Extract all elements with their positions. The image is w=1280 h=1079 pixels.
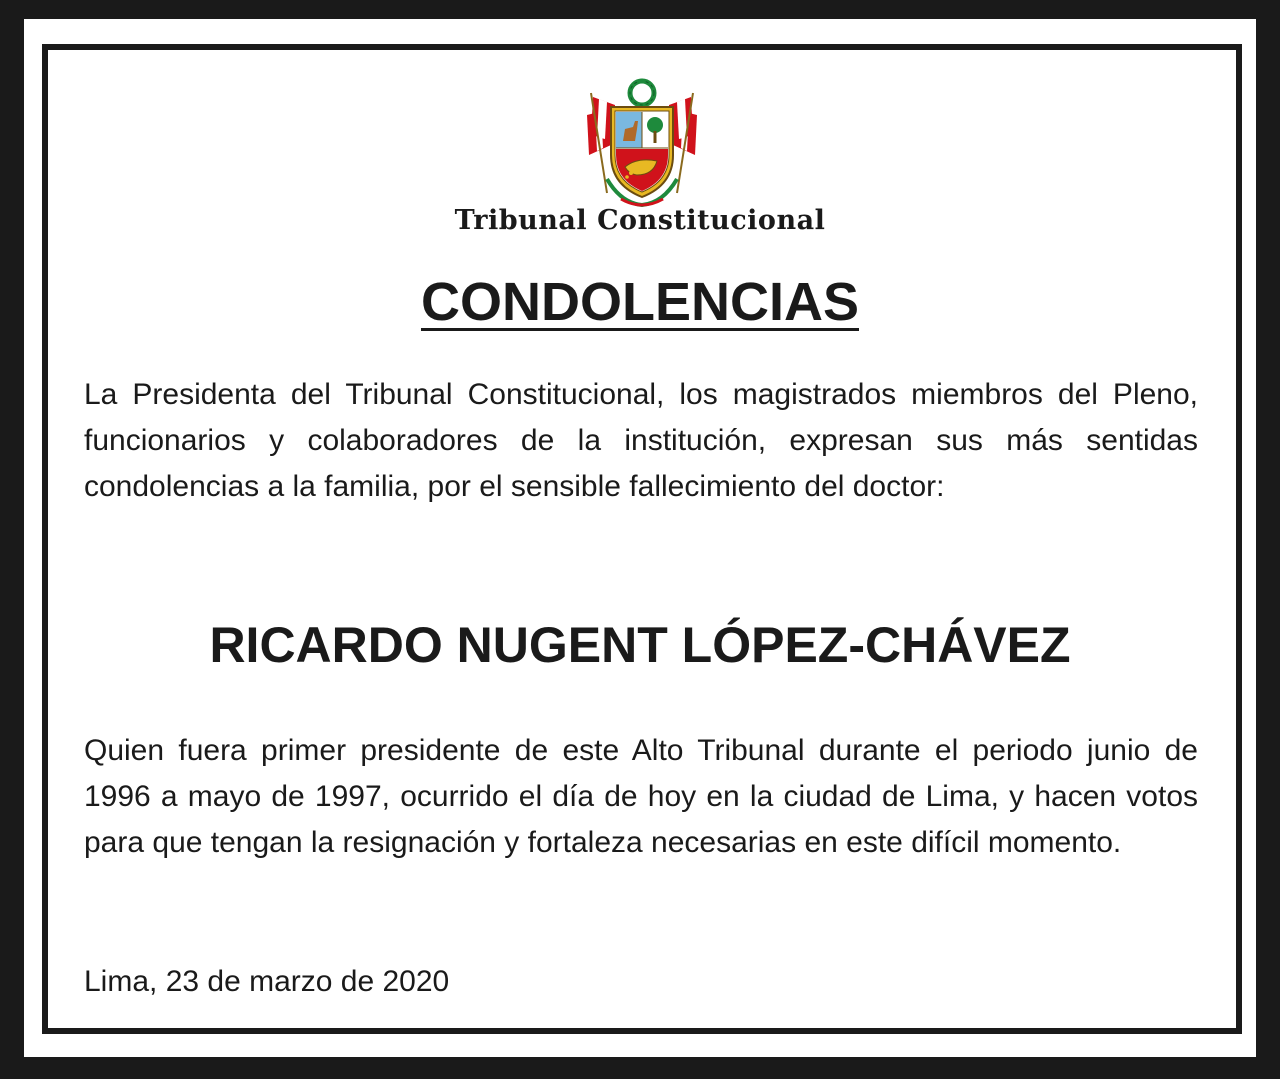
place-and-date: Lima, 23 de marzo de 2020 [84,965,450,998]
peru-coat-of-arms-icon [581,75,703,215]
holm-oak-wreath [630,79,654,106]
intro-paragraph: La Presidenta del Tribunal Constitucional, los magistrados miembros del Pleno, funcionarios y colaboradores de la institución, expresan sus más sentidas condolencias a la familia, por el sensible fallecimiento del doctor: [84,378,1198,503]
institution-name: Tribunal Constitucional [454,205,826,236]
shield [611,107,673,197]
notice-title: CONDOLENCIAS [420,272,859,332]
deceased-name: RICARDO NUGENT LÓPEZ-CHÁVEZ [209,617,1071,673]
body-paragraph: Quien fuera primer presidente de este Alto Tribunal durante el periodo junio de 1996 a mayo de 1997, ocurrido el día de hoy en la ciudad de Lima, y hacen votos para que tengan la resignación y fortaleza necesarias en este difícil momento. [84,734,1198,859]
notice-frame [24,19,1256,1057]
